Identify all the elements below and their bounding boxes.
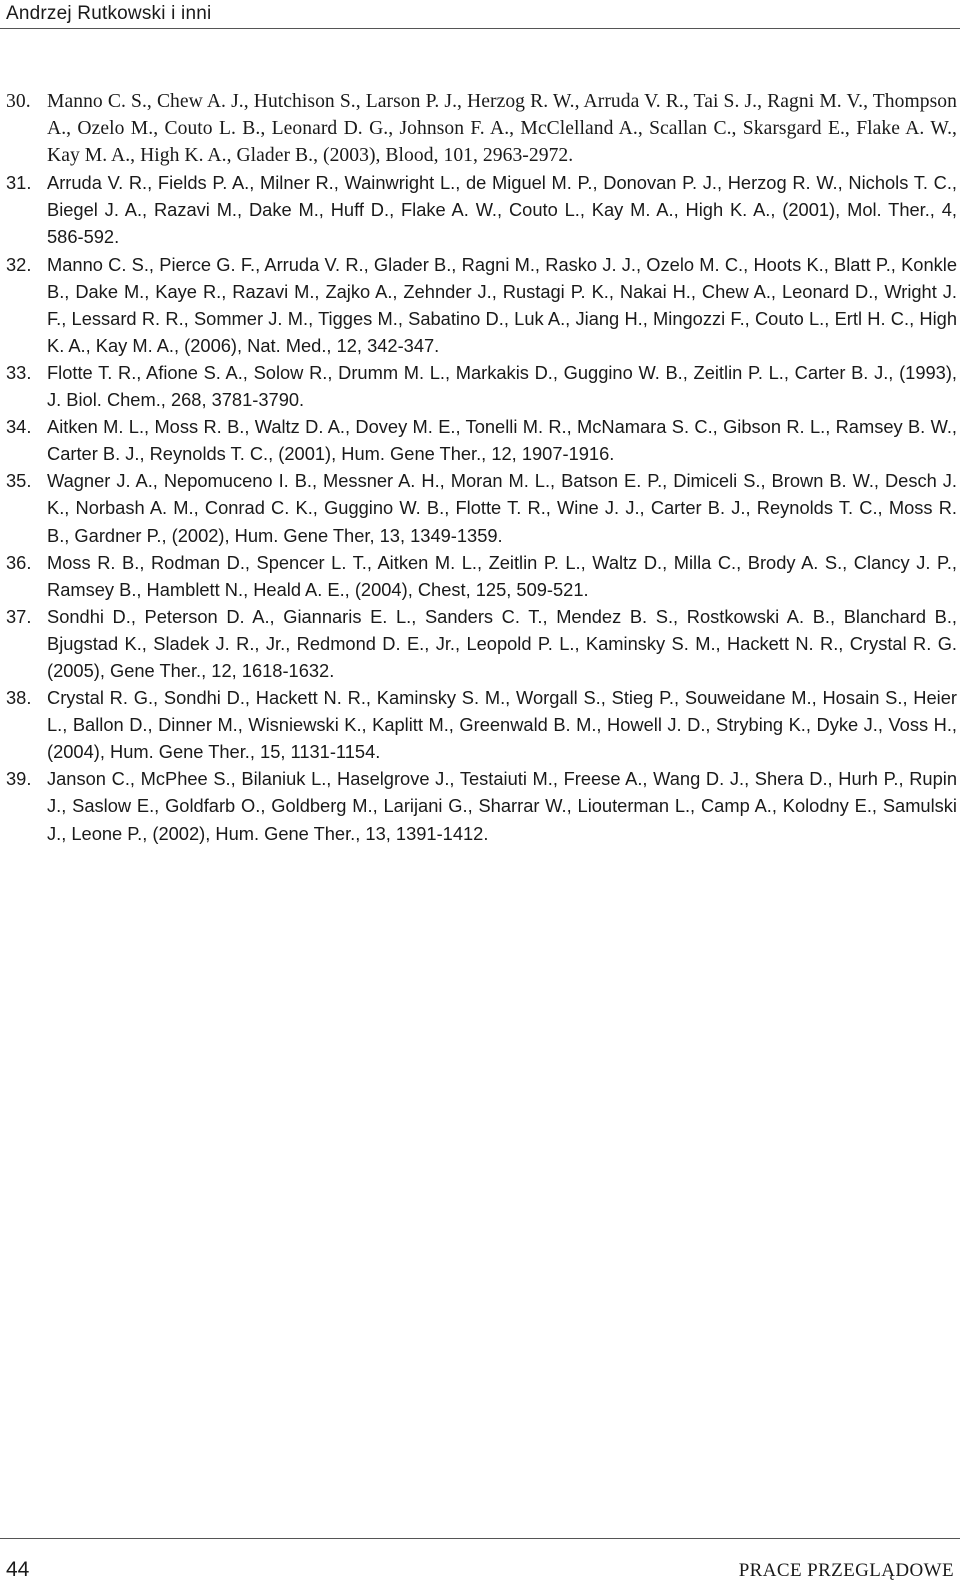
reference-number: 39. xyxy=(6,768,32,790)
reference-item xyxy=(0,549,957,603)
reference-number: 31. xyxy=(6,172,32,194)
footer-rule xyxy=(0,1538,960,1539)
reference-number: 37. xyxy=(6,605,32,627)
reference-number: 33. xyxy=(6,361,32,383)
reference-number: 35. xyxy=(6,470,32,492)
reference-item xyxy=(0,251,957,359)
reference-text: Arruda V. R., Fields P. A., Milner R., Wainwright L., de Miguel M. P., Donovan P. J., Herzog R. W., Nichols T. C., Biegel J. A., Razavi M., Dake M., Huff D., Flake A. W., Couto L., Kay M. A., High K. A., (2001), Mol. Ther., 4, 586-592. xyxy=(47,172,957,248)
reference-item xyxy=(0,169,957,250)
reference-item xyxy=(0,413,957,467)
header-rule xyxy=(0,28,960,29)
reference-number: 38. xyxy=(6,687,32,709)
running-head: Andrzej Rutkowski i inni xyxy=(6,3,212,24)
reference-number: 34. xyxy=(6,416,32,438)
reference-item xyxy=(0,88,957,169)
reference-text: Moss R. B., Rodman D., Spencer L. T., Aitken M. L., Zeitlin P. L., Waltz D., Milla C., Brody A. S., Clancy J. P., Ramsey B., Hamblett N., Heald A. E., (2004), Chest, 125, 509-521. xyxy=(47,551,957,600)
reference-text: Manno C. S., Pierce G. F., Arruda V. R., Glader B., Ragni M., Rasko J. J., Ozelo M. C., Hoots K., Blatt P., Konkle B., Dake M., Kaye R., Razavi M., Zajko A., Zehnder J., Rustagi P. K., Nakai H., Chew A., Leonard D., Wright J. F., Lessard R. R., Sommer J. M., Tigges M., Sabatino D., Luk A., Jiang H., Mingozzi F., Couto L., Ertl H. C., High K. A., Kay M. A., (2006), Nat. Med., 12, 342-347. xyxy=(47,253,957,356)
reference-item xyxy=(0,765,957,846)
reference-text: Crystal R. G., Sondhi D., Hackett N. R., Kaminsky S. M., Worgall S., Stieg P., Souweidane M., Hosain S., Heier L., Ballon D., Dinner M., Wisniewski K., Kaplitt M., Greenwald B. M., Howell J. D., Strybing K., Dyke J., Voss H., (2004), Hum. Gene Ther., 15, 1131-1154. xyxy=(47,687,957,763)
reference-text: Janson C., McPhee S., Bilaniuk L., Haselgrove J., Testaiuti M., Freese A., Wang D. J., Shera D., Hurh P., Rupin J., Saslow E., Goldfarb O., Goldberg M., Larijani G., Sharrar W., Liouterman L., Camp A., Kolodny E., Samulski J., Leone P., (2002), Hum. Gene Ther., 13, 1391-1412. xyxy=(47,768,957,844)
reference-item xyxy=(0,603,957,684)
page-number: 44 xyxy=(6,1558,30,1581)
reference-text: Flotte T. R., Afione S. A., Solow R., Drumm M. L., Markakis D., Guggino W. B., Zeitlin P. L., Carter B. J., (1993), J. Biol. Chem., 268, 3781-3790. xyxy=(47,361,957,411)
reference-number: 32. xyxy=(6,253,32,275)
reference-text: Manno C. S., Chew A. J., Hutchison S., Larson P. J., Herzog R. W., Arruda V. R., Tai S. J., Ragni M. V., Thompson A., Ozelo M., Couto L. B., Leonard D. G., Johnson F. A., McClelland A., Scallan C., Skarsgard E., Flake A. W., Kay M. A., High K. A., Glader B., (2003), Blood, 101, 2963-2972. xyxy=(47,91,957,167)
reference-text: Wagner J. A., Nepomuceno I. B., Messner A. H., Moran M. L., Batson E. P., Dimiceli S., Brown B. W., Desch J. K., Norbash A. M., Conrad C. K., Guggino W. B., Flotte T. R., Wine J. J., Carter B. J., Reynolds T. C., Moss R. B., Gardner P., (2002), Hum. Gene Ther, 13, 1349-1359. xyxy=(47,470,957,546)
reference-number: 36. xyxy=(6,551,32,573)
journal-name: PRACE PRZEGLĄDOWE xyxy=(738,1560,954,1581)
reference-item xyxy=(0,467,957,548)
reference-item xyxy=(0,359,957,413)
reference-list xyxy=(0,88,960,847)
reference-number: 30. xyxy=(6,91,31,112)
reference-text: Sondhi D., Peterson D. A., Giannaris E. L., Sanders C. T., Mendez B. S., Rostkowski A. B., Blanchard B., Bjugstad K., Sladek J. R., Jr., Redmond D. E., Jr., Leopold P. L., Kaminsky S. M., Hackett N. R., Crystal R. G. (2005), Gene Ther., 12, 1618-1632. xyxy=(47,605,957,681)
reference-item xyxy=(0,684,957,765)
reference-text: Aitken M. L., Moss R. B., Waltz D. A., Dovey M. E., Tonelli M. R., McNamara S. C., Gibson R. L., Ramsey B. W., Carter B. J., Reynolds T. C., (2001), Hum. Gene Ther., 12, 1907-1916. xyxy=(47,416,957,465)
